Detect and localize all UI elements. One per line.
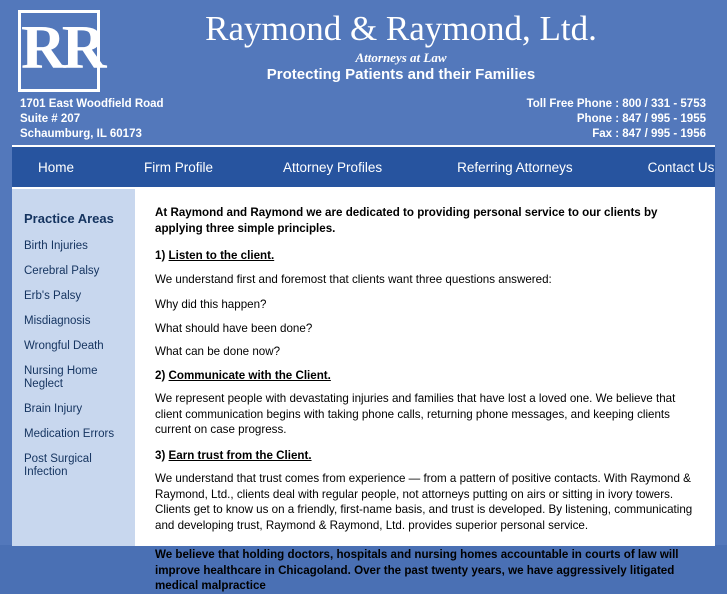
content-area: [12, 189, 715, 592]
firm-logo: [18, 10, 103, 92]
principle-2-title: Communicate with the Client.: [168, 368, 331, 382]
sidebar-item-medication-errors[interactable]: Medication Errors: [24, 428, 115, 440]
principle-2-heading: [155, 368, 697, 384]
principle-1-title: Listen to the client.: [168, 249, 275, 262]
address-line: 1701 East Woodfield Road: [20, 98, 164, 110]
phone-line: Fax : 847 / 995 - 1956: [592, 128, 706, 140]
nav-item-contact-us[interactable]: Contact Us: [647, 159, 715, 175]
sidebar-item-birth-injuries[interactable]: Birth Injuries: [24, 240, 88, 252]
firm-name: Raymond & Raymond, Ltd.: [205, 9, 597, 48]
logo-monogram: RR: [21, 14, 103, 82]
address-line: Schaumburg, IL 60173: [20, 128, 142, 140]
address-line: Suite # 207: [20, 113, 81, 125]
principle-3-heading: [155, 448, 697, 464]
principle-2-body: We represent people with devastating injuries and families that have lost a loved one. We believe that client communication begins with taking phone calls, returning phone messages, and keeping clients current on case progress.: [155, 392, 676, 436]
sidebar-item-post-surgical-infection[interactable]: Post Surgical Infection: [24, 453, 92, 478]
sidebar-item-erbs-palsy[interactable]: Erb's Palsy: [24, 290, 82, 302]
principle-1-question: What can be done now?: [155, 345, 281, 358]
phone-line: Toll Free Phone : 800 / 331 - 5753: [526, 98, 706, 110]
principle-1-number: 1): [155, 249, 166, 262]
nav-item-home[interactable]: Home: [38, 159, 75, 175]
principle-3-number: 3): [155, 448, 166, 462]
sidebar-title: Practice Areas: [24, 211, 114, 226]
principle-1-heading: [155, 248, 697, 264]
firm-phone-numbers: [250, 97, 706, 142]
closing-paragraph: We believe that holding doctors, hospitals and nursing homes accountable in courts of law will improve healthcare in Chicagoland. Over the past twenty years, we have aggressively litigated medical malpractice: [155, 548, 679, 592]
firm-address: [20, 97, 164, 142]
sidebar-item-wrongful-death[interactable]: Wrongful Death: [24, 340, 104, 352]
principle-3-body: We understand that trust comes from experience — from a pattern of positive contacts. With Raymond & Raymond, Ltd., clients deal with regular people, not attorneys putting on airs or sitting in ivory towers. Clients get to know us on a friendly, first-name basis, and trust is developed. By listening, communicating and developing trust, Raymond & Raymond, Ltd. provides superior personal service.: [155, 472, 693, 532]
main-navigation: [12, 145, 715, 189]
principle-1-body: We understand first and foremost that clients want three questions answered:: [155, 272, 552, 286]
sidebar-item-nursing-home-neglect[interactable]: Nursing Home Neglect: [24, 365, 98, 390]
sidebar-item-misdiagnosis[interactable]: Misdiagnosis: [24, 315, 91, 327]
principle-1-question: What should have been done?: [155, 321, 313, 335]
nav-item-firm-profile[interactable]: Firm Profile: [144, 159, 214, 175]
principle-1-question: Why did this happen?: [155, 298, 267, 311]
sidebar-item-cerebral-palsy[interactable]: Cerebral Palsy: [24, 265, 100, 277]
firm-tagline: Protecting Patients and their Families: [266, 66, 536, 83]
nav-item-referring-attorneys[interactable]: Referring Attorneys: [457, 159, 573, 175]
intro-paragraph: At Raymond and Raymond we are dedicated to providing personal service to our clients by applying three simple principles.: [155, 206, 658, 235]
phone-line: Phone : 847 / 995 - 1955: [576, 113, 706, 125]
site-header: [0, 0, 727, 145]
sidebar-item-brain-injury[interactable]: Brain Injury: [24, 403, 83, 415]
principle-2-number: 2): [155, 368, 166, 382]
firm-subtitle: Attorneys at Law: [355, 50, 447, 65]
practice-areas-sidebar: [12, 189, 137, 546]
nav-item-attorney-profiles[interactable]: Attorney Profiles: [283, 159, 383, 175]
main-content: [137, 189, 715, 592]
principle-3-title: Earn trust from the Client.: [168, 448, 312, 462]
